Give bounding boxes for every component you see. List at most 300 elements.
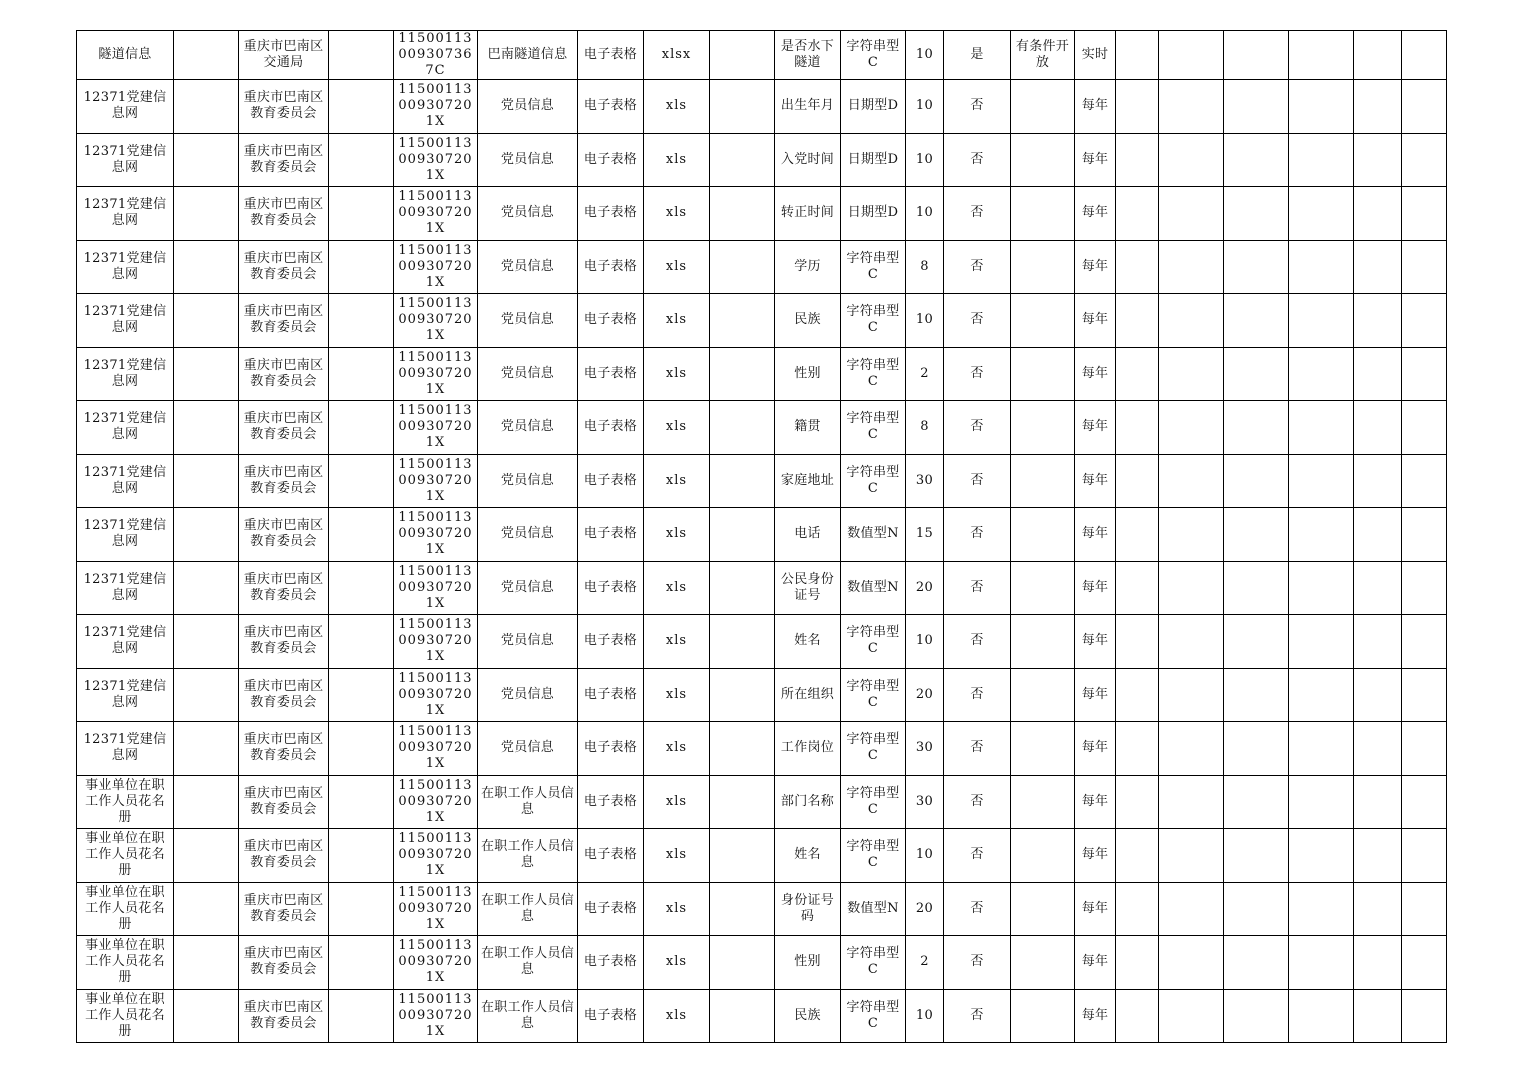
cell-resource-name: 12371党建信息网 [77, 240, 174, 294]
table-row [77, 347, 1447, 401]
cell-blank-i [1402, 989, 1447, 1043]
cell-resource-name: 12371党建信息网 [77, 294, 174, 348]
cell-share-condition [1011, 668, 1075, 722]
cell-blank-a [174, 240, 239, 294]
cell-blank-g [1289, 454, 1354, 508]
cell-resource-name: 事业单位在职工作人员花名册 [77, 775, 174, 829]
cell-blank-c [710, 401, 775, 455]
cell-resource-name: 事业单位在职工作人员花名册 [77, 829, 174, 883]
cell-data-type: 数值型N [841, 561, 906, 615]
cell-blank-a [174, 187, 239, 241]
cell-info-item: 在职工作人员信息 [478, 775, 578, 829]
cell-blank-g [1289, 882, 1354, 936]
cell-share-condition [1011, 508, 1075, 562]
cell-blank-i [1402, 31, 1447, 80]
cell-provider-code: 1150011300​9307201X [394, 508, 478, 562]
cell-resource-name: 12371党建信息网 [77, 187, 174, 241]
cell-blank-c [710, 668, 775, 722]
cell-file-format: xls [644, 454, 710, 508]
cell-info-item: 党员信息 [478, 668, 578, 722]
table-row [77, 829, 1447, 883]
cell-share-condition [1011, 133, 1075, 187]
cell-blank-i [1402, 347, 1447, 401]
cell-share-condition [1011, 775, 1075, 829]
cell-provider: 重庆市巴南区教育委员会 [239, 775, 329, 829]
cell-blank-d [1116, 775, 1159, 829]
cell-resource-name: 事业单位在职工作人员花名册 [77, 882, 174, 936]
cell-blank-e [1159, 347, 1224, 401]
cell-update-cycle: 每年 [1075, 508, 1116, 562]
cell-file-format: xls [644, 615, 710, 669]
cell-blank-g [1289, 294, 1354, 348]
cell-blank-f [1224, 347, 1289, 401]
cell-data-type: 数值型N [841, 508, 906, 562]
cell-update-cycle: 实时 [1075, 31, 1116, 80]
cell-blank-i [1402, 187, 1447, 241]
cell-info-item: 党员信息 [478, 133, 578, 187]
cell-file-format: xls [644, 668, 710, 722]
cell-blank-g [1289, 187, 1354, 241]
table-row [77, 133, 1447, 187]
cell-field-name: 是否水下隧道 [775, 31, 841, 80]
cell-field-length: 10 [906, 80, 944, 134]
table-row [77, 615, 1447, 669]
cell-blank-b [329, 615, 394, 669]
cell-format-type: 电子表格 [578, 133, 644, 187]
cell-is-public: 否 [944, 936, 1011, 990]
cell-file-format: xls [644, 936, 710, 990]
table-row [77, 936, 1447, 990]
table-row [77, 722, 1447, 776]
cell-info-item: 党员信息 [478, 187, 578, 241]
cell-info-item: 党员信息 [478, 615, 578, 669]
cell-data-type: 字符串型C [841, 936, 906, 990]
cell-provider: 重庆市巴南区教育委员会 [239, 882, 329, 936]
cell-blank-b [329, 882, 394, 936]
cell-resource-name: 12371党建信息网 [77, 615, 174, 669]
cell-provider-code: 1150011300​9307201X [394, 347, 478, 401]
cell-blank-f [1224, 31, 1289, 80]
cell-blank-i [1402, 508, 1447, 562]
cell-resource-name: 12371党建信息网 [77, 401, 174, 455]
cell-blank-h [1354, 615, 1402, 669]
table-row [77, 240, 1447, 294]
cell-blank-f [1224, 882, 1289, 936]
cell-provider-code: 115001130093​07367C [394, 31, 478, 80]
cell-blank-f [1224, 936, 1289, 990]
cell-blank-a [174, 133, 239, 187]
cell-is-public: 否 [944, 133, 1011, 187]
cell-field-length: 10 [906, 31, 944, 80]
cell-field-length: 30 [906, 775, 944, 829]
cell-share-condition [1011, 936, 1075, 990]
cell-info-item: 在职工作人员信息 [478, 989, 578, 1043]
cell-provider: 重庆市巴南区教育委员会 [239, 294, 329, 348]
cell-provider: 重庆市巴南区教育委员会 [239, 240, 329, 294]
cell-blank-i [1402, 775, 1447, 829]
cell-blank-h [1354, 80, 1402, 134]
cell-blank-c [710, 347, 775, 401]
cell-blank-a [174, 347, 239, 401]
cell-blank-f [1224, 989, 1289, 1043]
cell-provider-code: 1150011300​9307201X [394, 989, 478, 1043]
cell-is-public: 否 [944, 615, 1011, 669]
cell-blank-f [1224, 508, 1289, 562]
cell-blank-a [174, 454, 239, 508]
cell-field-length: 10 [906, 989, 944, 1043]
cell-blank-c [710, 561, 775, 615]
table-row [77, 882, 1447, 936]
cell-resource-name: 12371党建信息网 [77, 668, 174, 722]
cell-blank-g [1289, 561, 1354, 615]
table-row [77, 561, 1447, 615]
cell-resource-name: 12371党建信息网 [77, 80, 174, 134]
cell-blank-e [1159, 294, 1224, 348]
cell-info-item: 党员信息 [478, 240, 578, 294]
cell-blank-c [710, 722, 775, 776]
cell-format-type: 电子表格 [578, 80, 644, 134]
cell-format-type: 电子表格 [578, 882, 644, 936]
cell-blank-b [329, 347, 394, 401]
cell-blank-d [1116, 561, 1159, 615]
cell-is-public: 否 [944, 989, 1011, 1043]
cell-blank-b [329, 31, 394, 80]
cell-blank-g [1289, 508, 1354, 562]
cell-format-type: 电子表格 [578, 294, 644, 348]
cell-format-type: 电子表格 [578, 347, 644, 401]
cell-blank-c [710, 615, 775, 669]
cell-share-condition [1011, 615, 1075, 669]
cell-blank-i [1402, 454, 1447, 508]
cell-blank-b [329, 240, 394, 294]
cell-provider-code: 1150011300​9307201X [394, 80, 478, 134]
cell-data-type: 日期型D [841, 133, 906, 187]
cell-blank-i [1402, 936, 1447, 990]
cell-blank-d [1116, 936, 1159, 990]
cell-field-length: 8 [906, 401, 944, 455]
cell-blank-c [710, 187, 775, 241]
cell-provider: 重庆市巴南区教育委员会 [239, 668, 329, 722]
cell-blank-g [1289, 240, 1354, 294]
cell-data-type: 字符串型C [841, 722, 906, 776]
cell-is-public: 否 [944, 347, 1011, 401]
cell-update-cycle: 每年 [1075, 240, 1116, 294]
cell-blank-f [1224, 829, 1289, 883]
cell-provider: 重庆市巴南区教育委员会 [239, 133, 329, 187]
table-row [77, 668, 1447, 722]
cell-file-format: xls [644, 775, 710, 829]
cell-field-name: 姓名 [775, 615, 841, 669]
cell-provider-code: 1150011300​9307201X [394, 882, 478, 936]
cell-info-item: 党员信息 [478, 561, 578, 615]
cell-blank-e [1159, 829, 1224, 883]
cell-blank-i [1402, 829, 1447, 883]
cell-blank-h [1354, 722, 1402, 776]
cell-blank-f [1224, 722, 1289, 776]
cell-blank-c [710, 31, 775, 80]
cell-blank-e [1159, 615, 1224, 669]
cell-blank-h [1354, 294, 1402, 348]
cell-field-name: 性别 [775, 936, 841, 990]
cell-blank-i [1402, 401, 1447, 455]
cell-file-format: xls [644, 401, 710, 455]
cell-blank-a [174, 722, 239, 776]
cell-blank-a [174, 989, 239, 1043]
cell-update-cycle: 每年 [1075, 401, 1116, 455]
cell-blank-i [1402, 80, 1447, 134]
cell-blank-a [174, 615, 239, 669]
cell-blank-h [1354, 561, 1402, 615]
cell-format-type: 电子表格 [578, 989, 644, 1043]
cell-update-cycle: 每年 [1075, 80, 1116, 134]
cell-update-cycle: 每年 [1075, 775, 1116, 829]
cell-update-cycle: 每年 [1075, 882, 1116, 936]
cell-update-cycle: 每年 [1075, 989, 1116, 1043]
cell-blank-d [1116, 401, 1159, 455]
cell-blank-e [1159, 775, 1224, 829]
cell-blank-i [1402, 561, 1447, 615]
cell-provider-code: 1150011300​9307201X [394, 829, 478, 883]
cell-blank-h [1354, 668, 1402, 722]
cell-blank-e [1159, 31, 1224, 80]
cell-provider-code: 1150011300​9307201X [394, 240, 478, 294]
cell-field-name: 电话 [775, 508, 841, 562]
cell-blank-e [1159, 989, 1224, 1043]
cell-provider-code: 1150011300​9307201X [394, 936, 478, 990]
cell-field-name: 学历 [775, 240, 841, 294]
cell-file-format: xls [644, 722, 710, 776]
cell-blank-d [1116, 294, 1159, 348]
cell-share-condition [1011, 454, 1075, 508]
cell-info-item: 党员信息 [478, 722, 578, 776]
cell-blank-c [710, 508, 775, 562]
cell-blank-d [1116, 31, 1159, 80]
cell-provider-code: 1150011300​9307201X [394, 722, 478, 776]
cell-is-public: 否 [944, 240, 1011, 294]
cell-format-type: 电子表格 [578, 454, 644, 508]
cell-is-public: 是 [944, 31, 1011, 80]
cell-blank-a [174, 401, 239, 455]
cell-format-type: 电子表格 [578, 936, 644, 990]
cell-share-condition [1011, 722, 1075, 776]
table-row [77, 775, 1447, 829]
cell-blank-g [1289, 722, 1354, 776]
cell-resource-name: 12371党建信息网 [77, 508, 174, 562]
cell-blank-d [1116, 454, 1159, 508]
cell-blank-f [1224, 775, 1289, 829]
cell-field-length: 30 [906, 722, 944, 776]
cell-format-type: 电子表格 [578, 775, 644, 829]
cell-update-cycle: 每年 [1075, 347, 1116, 401]
cell-format-type: 电子表格 [578, 401, 644, 455]
cell-blank-e [1159, 240, 1224, 294]
cell-blank-h [1354, 775, 1402, 829]
cell-blank-c [710, 454, 775, 508]
cell-share-condition [1011, 347, 1075, 401]
cell-provider-code: 1150011300​9307201X [394, 775, 478, 829]
cell-blank-b [329, 668, 394, 722]
cell-file-format: xls [644, 829, 710, 883]
cell-blank-b [329, 187, 394, 241]
cell-share-condition [1011, 882, 1075, 936]
cell-field-name: 性别 [775, 347, 841, 401]
cell-provider: 重庆市巴南区教育委员会 [239, 347, 329, 401]
cell-provider-code: 1150011300​9307201X [394, 133, 478, 187]
cell-blank-a [174, 31, 239, 80]
cell-blank-e [1159, 187, 1224, 241]
cell-blank-g [1289, 80, 1354, 134]
cell-blank-d [1116, 882, 1159, 936]
cell-field-length: 8 [906, 240, 944, 294]
cell-data-type: 字符串型C [841, 401, 906, 455]
cell-blank-f [1224, 454, 1289, 508]
cell-field-name: 家庭地址 [775, 454, 841, 508]
cell-blank-b [329, 401, 394, 455]
cell-provider: 重庆市巴南区教育委员会 [239, 722, 329, 776]
cell-blank-h [1354, 454, 1402, 508]
cell-blank-d [1116, 722, 1159, 776]
cell-info-item: 党员信息 [478, 508, 578, 562]
cell-blank-h [1354, 401, 1402, 455]
cell-blank-h [1354, 240, 1402, 294]
table-row [77, 989, 1447, 1043]
cell-data-type: 字符串型C [841, 347, 906, 401]
cell-provider: 重庆市巴南区教育委员会 [239, 829, 329, 883]
cell-blank-i [1402, 240, 1447, 294]
cell-blank-e [1159, 561, 1224, 615]
cell-field-name: 部门名称 [775, 775, 841, 829]
cell-blank-b [329, 80, 394, 134]
cell-blank-b [329, 561, 394, 615]
cell-blank-i [1402, 668, 1447, 722]
cell-is-public: 否 [944, 187, 1011, 241]
cell-file-format: xls [644, 240, 710, 294]
cell-format-type: 电子表格 [578, 187, 644, 241]
cell-blank-d [1116, 187, 1159, 241]
cell-blank-i [1402, 615, 1447, 669]
cell-format-type: 电子表格 [578, 561, 644, 615]
cell-provider-code: 1150011300​9307201X [394, 454, 478, 508]
cell-update-cycle: 每年 [1075, 936, 1116, 990]
cell-data-type: 日期型D [841, 80, 906, 134]
cell-blank-g [1289, 615, 1354, 669]
cell-blank-f [1224, 561, 1289, 615]
cell-share-condition [1011, 187, 1075, 241]
cell-blank-f [1224, 294, 1289, 348]
cell-resource-name: 12371党建信息网 [77, 722, 174, 776]
cell-blank-e [1159, 882, 1224, 936]
cell-blank-d [1116, 615, 1159, 669]
cell-blank-d [1116, 989, 1159, 1043]
cell-field-length: 15 [906, 508, 944, 562]
cell-blank-e [1159, 508, 1224, 562]
cell-blank-e [1159, 133, 1224, 187]
cell-field-length: 10 [906, 187, 944, 241]
cell-blank-b [329, 508, 394, 562]
cell-blank-g [1289, 31, 1354, 80]
cell-blank-d [1116, 668, 1159, 722]
cell-update-cycle: 每年 [1075, 668, 1116, 722]
cell-update-cycle: 每年 [1075, 561, 1116, 615]
cell-is-public: 否 [944, 829, 1011, 883]
cell-blank-d [1116, 80, 1159, 134]
cell-format-type: 电子表格 [578, 829, 644, 883]
cell-data-type: 字符串型C [841, 989, 906, 1043]
cell-field-length: 10 [906, 615, 944, 669]
cell-format-type: 电子表格 [578, 508, 644, 562]
cell-file-format: xls [644, 508, 710, 562]
cell-blank-i [1402, 294, 1447, 348]
cell-provider-code: 1150011300​9307201X [394, 187, 478, 241]
cell-resource-name: 事业单位在职工作人员花名册 [77, 936, 174, 990]
cell-provider-code: 1150011300​9307201X [394, 561, 478, 615]
cell-file-format: xls [644, 989, 710, 1043]
cell-is-public: 否 [944, 508, 1011, 562]
cell-file-format: xls [644, 187, 710, 241]
cell-info-item: 在职工作人员信息 [478, 829, 578, 883]
cell-blank-e [1159, 401, 1224, 455]
cell-info-item: 在职工作人员信息 [478, 882, 578, 936]
cell-file-format: xls [644, 294, 710, 348]
cell-is-public: 否 [944, 775, 1011, 829]
cell-blank-c [710, 882, 775, 936]
cell-field-length: 10 [906, 294, 944, 348]
cell-field-length: 20 [906, 561, 944, 615]
cell-share-condition [1011, 989, 1075, 1043]
cell-blank-d [1116, 829, 1159, 883]
cell-data-type: 字符串型C [841, 829, 906, 883]
cell-blank-i [1402, 133, 1447, 187]
cell-blank-c [710, 936, 775, 990]
cell-blank-h [1354, 133, 1402, 187]
cell-blank-g [1289, 347, 1354, 401]
cell-is-public: 否 [944, 561, 1011, 615]
cell-blank-i [1402, 722, 1447, 776]
cell-data-type: 字符串型C [841, 240, 906, 294]
cell-blank-b [329, 936, 394, 990]
cell-update-cycle: 每年 [1075, 722, 1116, 776]
cell-resource-name: 12371党建信息网 [77, 454, 174, 508]
cell-blank-g [1289, 668, 1354, 722]
cell-field-name: 姓名 [775, 829, 841, 883]
cell-blank-a [174, 561, 239, 615]
cell-field-length: 10 [906, 133, 944, 187]
cell-update-cycle: 每年 [1075, 133, 1116, 187]
cell-update-cycle: 每年 [1075, 187, 1116, 241]
cell-info-item: 党员信息 [478, 454, 578, 508]
cell-resource-name: 12371党建信息网 [77, 561, 174, 615]
cell-share-condition [1011, 240, 1075, 294]
cell-format-type: 电子表格 [578, 668, 644, 722]
cell-file-format: xlsx [644, 31, 710, 80]
cell-resource-name: 隧道信息 [77, 31, 174, 80]
cell-info-item: 党员信息 [478, 401, 578, 455]
cell-is-public: 否 [944, 668, 1011, 722]
cell-blank-g [1289, 829, 1354, 883]
table-row [77, 508, 1447, 562]
cell-field-length: 10 [906, 829, 944, 883]
cell-info-item: 党员信息 [478, 80, 578, 134]
cell-blank-h [1354, 508, 1402, 562]
cell-file-format: xls [644, 80, 710, 134]
cell-blank-b [329, 133, 394, 187]
cell-blank-f [1224, 401, 1289, 455]
cell-provider: 重庆市巴南区教育委员会 [239, 615, 329, 669]
cell-share-condition: 有条件开放 [1011, 31, 1075, 80]
cell-blank-f [1224, 668, 1289, 722]
cell-blank-g [1289, 936, 1354, 990]
cell-blank-c [710, 989, 775, 1043]
